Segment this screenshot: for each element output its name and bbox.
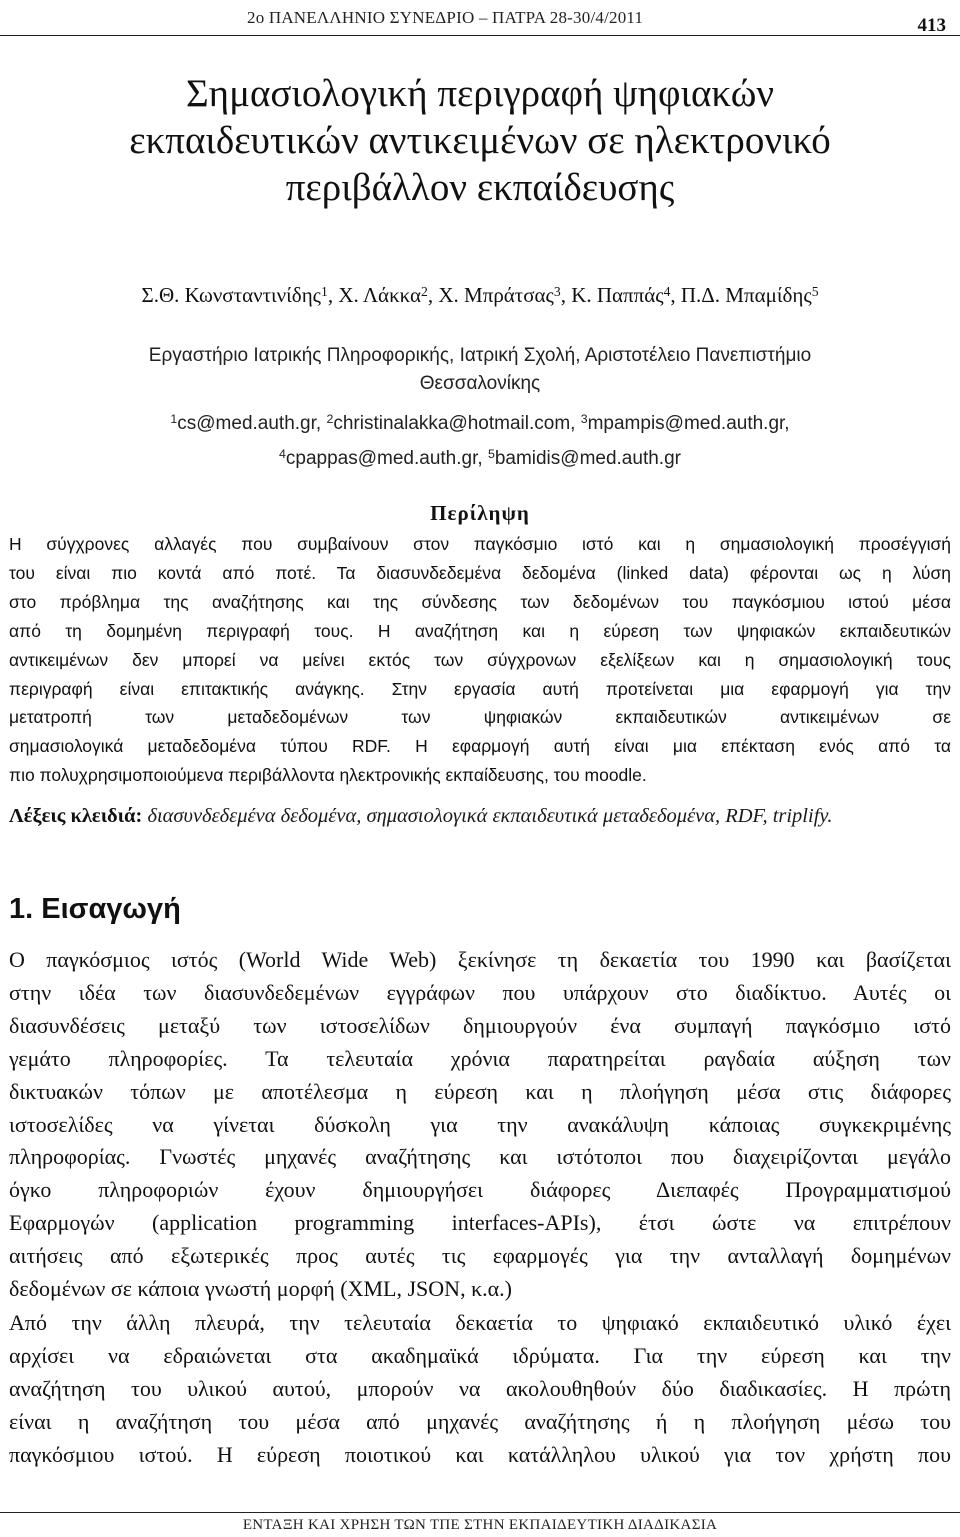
author-4: , Κ. Παππάς	[560, 283, 664, 307]
paragraph-line: δεδομένων σε κάποια γνωστή μορφή (XML, JSON, κ.α.)	[9, 1276, 513, 1302]
author-3-index: 3	[553, 283, 561, 299]
keywords-label: Λέξεις κλειδιά:	[9, 805, 143, 827]
email-line-1	[0, 406, 960, 441]
email-4[interactable]: cpappas@med.auth.gr,	[285, 448, 488, 469]
paragraph-line: διασυνδέσεις μεταξύ των ιστοσελίδων δημιουργούν ένα συμπαγή παγκόσμιο ιστό	[9, 1012, 951, 1038]
title-line-3: περιβάλλον εκπαίδευσης	[285, 166, 675, 209]
affiliation	[0, 342, 960, 398]
footer-text: ΕΝΤΑΞΗ ΚΑΙ ΧΡΗΣΗ ΤΩΝ ΤΠΕ ΣΤΗΝ ΕΚΠΑΙΔΕΥΤΙΚΗ ΔΙΑΔΙΚΑΣΙΑ	[242, 1517, 718, 1533]
title-line-1: Σημασιολογική περιγραφή ψηφιακών	[185, 72, 775, 115]
email-5[interactable]: bamidis@med.auth.gr	[494, 448, 681, 469]
abstract-line: αντικειμένων δεν μπορεί να μείνει εκτός των σύγχρονων εξελίξεων και η σημασιολογική τους	[9, 649, 951, 670]
email-3-index: 3	[580, 412, 588, 427]
author-5-index: 5	[811, 283, 819, 299]
abstract-line: Η σύγχρονες αλλαγές που συμβαίνουν στον παγκόσμιο ιστό και η σημασιολογική προσέγγισή	[9, 534, 951, 554]
paragraph-line: αρχίσει να εδραιώνεται στα ακαδημαϊκά ιδρύματα. Για την εύρεση και την	[9, 1342, 951, 1368]
paragraph-line: ιστοσελίδες να γίνεται δύσκολη για την ανακάλυψη κάποιας συγκεκριμένης	[9, 1111, 951, 1137]
email-2-index: 2	[326, 412, 334, 427]
abstract-line: περιγραφή είναι επιτακτικής ανάγκης. Στην εργασία αυτή προτείνεται μια εφαρμογή για την	[9, 678, 951, 699]
running-footer	[0, 1512, 960, 1537]
email-1[interactable]: cs@med.auth.gr,	[177, 413, 327, 434]
paragraph-line: Από την άλλη πλευρά, την τελευταία δεκαετία το ψηφιακό εκπαιδευτικό υλικό έχει	[9, 1310, 951, 1335]
abstract-line: στο πρόβλημα της αναζήτησης και της σύνδεσης των δεδομένων του παγκόσμιου ιστού μέσα	[9, 591, 951, 612]
conference-header: 2ο ΠΑΝΕΛΛΗΝΙΟ ΣΥΝΕΔΡΙΟ – ΠΑΤΡΑ 28-30/4/2011	[247, 8, 644, 27]
paragraph-line: δικτυακών τόπων με αποτέλεσμα η εύρεση και η πλοήγηση μέσα στις διάφορες	[9, 1078, 951, 1104]
keywords	[9, 801, 951, 831]
author-1: Σ.Θ. Κωνσταντινίδης	[141, 283, 321, 307]
email-2[interactable]: christinalakka@hotmail.com,	[333, 413, 581, 434]
email-3[interactable]: mpampis@med.auth.gr,	[587, 413, 790, 434]
author-1-index: 1	[321, 283, 328, 299]
author-2: , Χ. Λάκκα	[327, 283, 422, 307]
paragraph-line: στην ιδέα των διασυνδεδεμένων εγγράφων που υπάρχουν στο διαδίκτυο. Αυτές οι	[9, 979, 951, 1005]
paragraph-1	[9, 944, 951, 1306]
section-heading-introduction: 1. Εισαγωγή	[9, 893, 181, 925]
email-1-index: 1	[170, 412, 178, 427]
abstract-line: σημασιολογικά μεταδεδομένα τύπου RDF. Η εφαρμογή αυτή είναι μια επέκταση ενός από τα	[9, 736, 951, 757]
paragraph-line: Εφαρμογών (application programming interfaces-APIs), έτσι ώστε να επιτρέπουν	[9, 1210, 951, 1236]
author-5: , Π.Δ. Μπαμίδης	[670, 283, 812, 307]
author-list	[0, 283, 960, 308]
keywords-text: διασυνδεδεμένα δεδομένα, σημασιολογικά εκπαιδευτικά μεταδεδομένα, RDF, triplify.	[142, 805, 833, 827]
abstract-line: του είναι πιο κοντά από ποτέ. Τα διασυνδεδεμένα δεδομένα (linked data) φέρονται ως η λύση	[9, 562, 951, 583]
abstract-line: πιο πολυχρησιμοποιούμενα περιβάλλοντα ηλεκτρονικής εκπαίδευσης, του moodle.	[9, 765, 647, 786]
paragraph-line: αναζήτηση του υλικού αυτού, μπορούν να ακολουθηθούν δύο διαδικασίες. Η πρώτη	[9, 1375, 951, 1401]
title-line-2: εκπαιδευτικών αντικειμένων σε ηλεκτρονικό	[129, 119, 831, 162]
paragraph-line: γεμάτο πληροφορίες. Τα τελευταία χρόνια παρατηρείται ραγδαία αύξηση των	[9, 1045, 951, 1071]
author-emails	[0, 406, 960, 476]
email-5-index: 5	[487, 447, 495, 462]
page-number: 413	[917, 15, 946, 36]
paragraph-line: αιτήσεις από εξωτερικές προς αυτές τις εφαρμογές για την ανταλλαγή δομημένων	[9, 1243, 951, 1269]
abstract-text	[9, 530, 951, 790]
paper-title	[0, 70, 960, 211]
author-3: , Χ. Μπράτσας	[427, 283, 554, 307]
running-header	[0, 5, 960, 36]
abstract-line: μετατροπή των μεταδεδομένων των ψηφιακών εκπαιδευτικών αντικειμένων σε	[9, 707, 951, 728]
paragraph-line: είναι η αναζήτηση του μέσα από μηχανές αναζήτησης ή η πλοήγηση μέσω του	[9, 1408, 951, 1434]
paragraph-line: πληροφορίας. Γνωστές μηχανές αναζήτησης και ιστότοποι που διαχειρίζονται μεγάλο	[9, 1144, 951, 1170]
paragraph-line: παγκόσμιου ιστού. Η εύρεση ποιοτικού και κατάλληλου υλικού για τον χρήστη που	[9, 1441, 951, 1467]
abstract-line: από τη δομημένη περιγραφή τους. Η αναζήτηση και η εύρεση των ψηφιακών εκπαιδευτικών	[9, 620, 951, 641]
email-line-2	[0, 441, 960, 476]
author-2-index: 2	[421, 283, 428, 299]
affiliation-line-2: Θεσσαλονίκης	[419, 373, 541, 394]
email-4-index: 4	[279, 447, 286, 462]
author-4-index: 4	[663, 283, 671, 299]
abstract-heading: Περίληψη	[430, 501, 530, 525]
paragraph-line: όγκο πληροφοριών έχουν δημιουργήσει διάφορες Διεπαφές Προγραμματισμού	[9, 1177, 951, 1203]
paragraph-2	[9, 1307, 951, 1472]
affiliation-line-1: Εργαστήριο Ιατρικής Πληροφορικής, Ιατρική Σχολή, Αριστοτέλειο Πανεπιστήμιο	[148, 345, 812, 366]
paragraph-line: Ο παγκόσμιος ιστός (World Wide Web) ξεκίνησε τη δεκαετία του 1990 και βασίζεται	[9, 947, 951, 972]
